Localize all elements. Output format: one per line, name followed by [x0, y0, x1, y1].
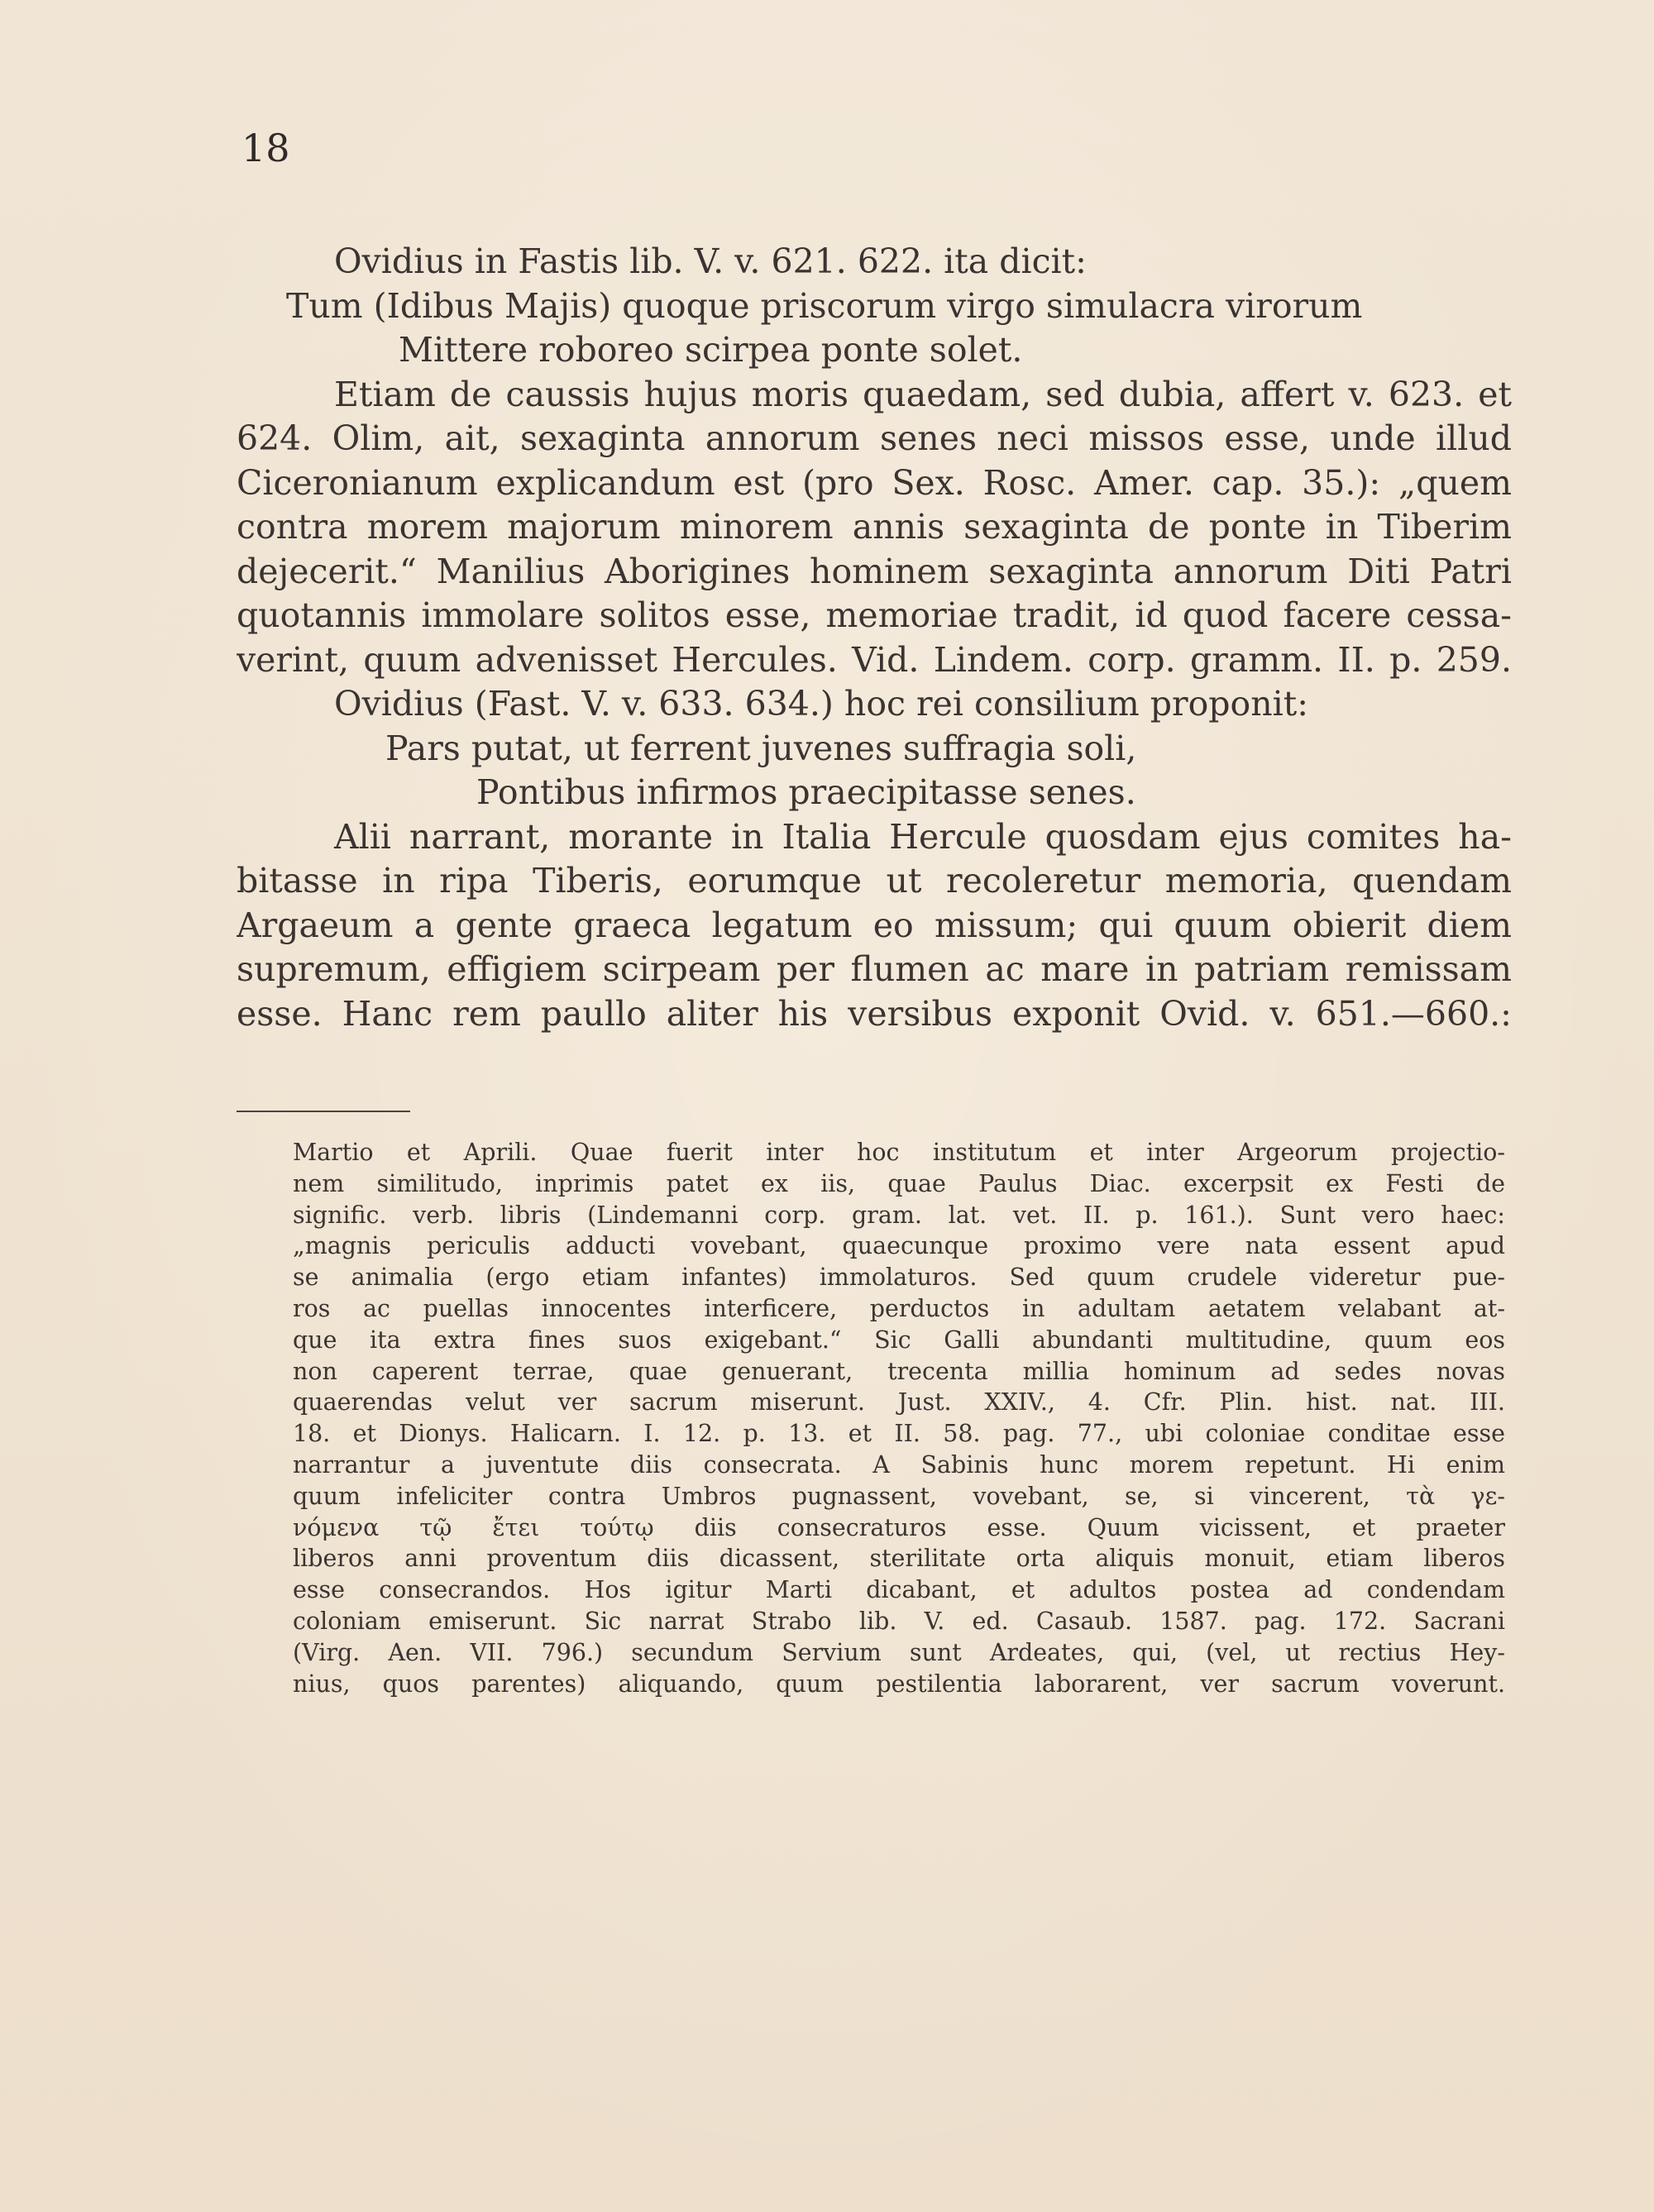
text-line: esse. Hanc rem paullo aliter his versibus exponit Ovid. v. 651.—660.:	[237, 993, 1512, 1034]
footnote-line: ros ac puellas innocentes interficere, perductos in adultam aetatem velabant at-	[293, 1294, 1505, 1322]
footnote-line: 18. et Dionys. Halicarn. I. 12. p. 13. et II. 58. pag. 77., ubi coloniae conditae esse	[293, 1420, 1505, 1448]
text-line: supremum, effigiem scirpeam per flumen ac mare in patriam remissam	[237, 949, 1512, 989]
text-line: 624. Olim, ait, sexaginta annorum senes neci missos esse, unde illud	[237, 418, 1512, 458]
text-line: bitasse in ripa Tiberis, eorumque ut recoleretur memoria, quendam	[237, 861, 1512, 901]
text-line: Argaeum a gente graeca legatum eo missum; qui quum obierit diem	[237, 905, 1512, 945]
text-line: Ciceronianum explicandum est (pro Sex. Rosc. Amer. cap. 35.): „quem	[237, 462, 1512, 503]
footnote-line: quaerendas velut ver sacrum miserunt. Just. XXIV., 4. Cfr. Plin. hist. nat. III.	[293, 1388, 1505, 1417]
footnote-line: „magnis periculis adducti vovebant, quaecunque proximo vere nata essent apud	[293, 1232, 1505, 1260]
footnote-line: (Virg. Aen. VII. 796.) secundum Servium sunt Ardeates, qui, (vel, ut rectius Hey-	[293, 1638, 1505, 1666]
footnote-line: narrantur a juventute diis consecrata. A Sabinis hunc morem repetunt. Hi enim	[293, 1450, 1505, 1479]
text-line: dejecerit.“ Manilius Aborigines hominem sexaginta annorum Diti Patri	[237, 551, 1512, 591]
text-line: quotannis immolare solitos esse, memoriae tradit, id quod facere cessa-	[237, 595, 1512, 635]
footnote-line: que ita extra fines suos exigebant.“ Sic Galli abundanti multitudine, quum eos	[293, 1326, 1505, 1354]
footnote-line: νόμενα τῷ ἔτει τούτῳ diis consecraturos esse. Quum vicissent, et praeter	[293, 1513, 1505, 1541]
footnote-line: non caperent terrae, quae genuerant, trecenta millia hominum ad sedes novas	[293, 1357, 1505, 1385]
footnote-block	[293, 1137, 1505, 1699]
footnote-line: liberos anni proventum diis dicassent, sterilitate orta aliquis monuit, etiam liberos	[293, 1545, 1505, 1573]
footnote-line: quum infeliciter contra Umbros pugnassent, vovebant, se, si vincerent, τὰ γε-	[293, 1482, 1505, 1510]
text-line: Alii narrant, morante in Italia Hercule quosdam ejus comites ha-	[334, 816, 1512, 857]
text-line: Ovidius (Fast. V. v. 633. 634.) hoc rei consilium proponit:	[334, 684, 1309, 724]
text-line: contra morem majorum minorem annis sexaginta de ponte in Tiberim	[237, 507, 1512, 547]
verse-line: Tum (Idibus Majis) quoque priscorum virgo simulacra virorum	[286, 285, 1363, 326]
footnote-line: nius, quos parentes) aliquando, quum pestilentia laborarent, ver sacrum voverunt.	[293, 1670, 1505, 1698]
footnote-line: esse consecrandos. Hos igitur Marti dicabant, et adultos postea ad condendam	[293, 1576, 1505, 1604]
footnote-line: coloniam emiserunt. Sic narrat Strabo lib. V. ed. Casaub. 1587. pag. 172. Sacrani	[293, 1607, 1505, 1635]
footnote-line: signific. verb. libris (Lindemanni corp. gram. lat. vet. II. p. 161.). Sunt vero haec:	[293, 1201, 1505, 1229]
footnote-line: se animalia (ergo etiam infantes) immolaturos. Sed quum crudele videretur pue-	[293, 1264, 1505, 1292]
footnote-line: nem similitudo, inprimis patet ex iis, quae Paulus Diac. excerpsit ex Festi de	[293, 1169, 1505, 1197]
footnote-line: Martio et Aprili. Quae fuerit inter hoc institutum et inter Argeorum projectio-	[293, 1139, 1505, 1166]
verse-line: Mittere roboreo scirpea ponte solet.	[399, 330, 1023, 370]
verse-line: Pars putat, ut ferrent juvenes suffragia soli,	[385, 728, 1137, 768]
text-line: Etiam de caussis hujus moris quaedam, sed dubia, affert v. 623. et	[334, 374, 1512, 414]
text-line: Ovidius in Fastis lib. V. v. 621. 622. ita dicit:	[334, 241, 1087, 281]
footnote-divider	[237, 1111, 410, 1112]
page-number: 18	[241, 126, 290, 170]
main-text-block	[237, 240, 1512, 1036]
verse-line: Pontibus infirmos praecipitasse senes.	[476, 772, 1136, 812]
text-line: verint, quum advenisset Hercules. Vid. Lindem. corp. gramm. II. p. 259.	[237, 639, 1512, 680]
